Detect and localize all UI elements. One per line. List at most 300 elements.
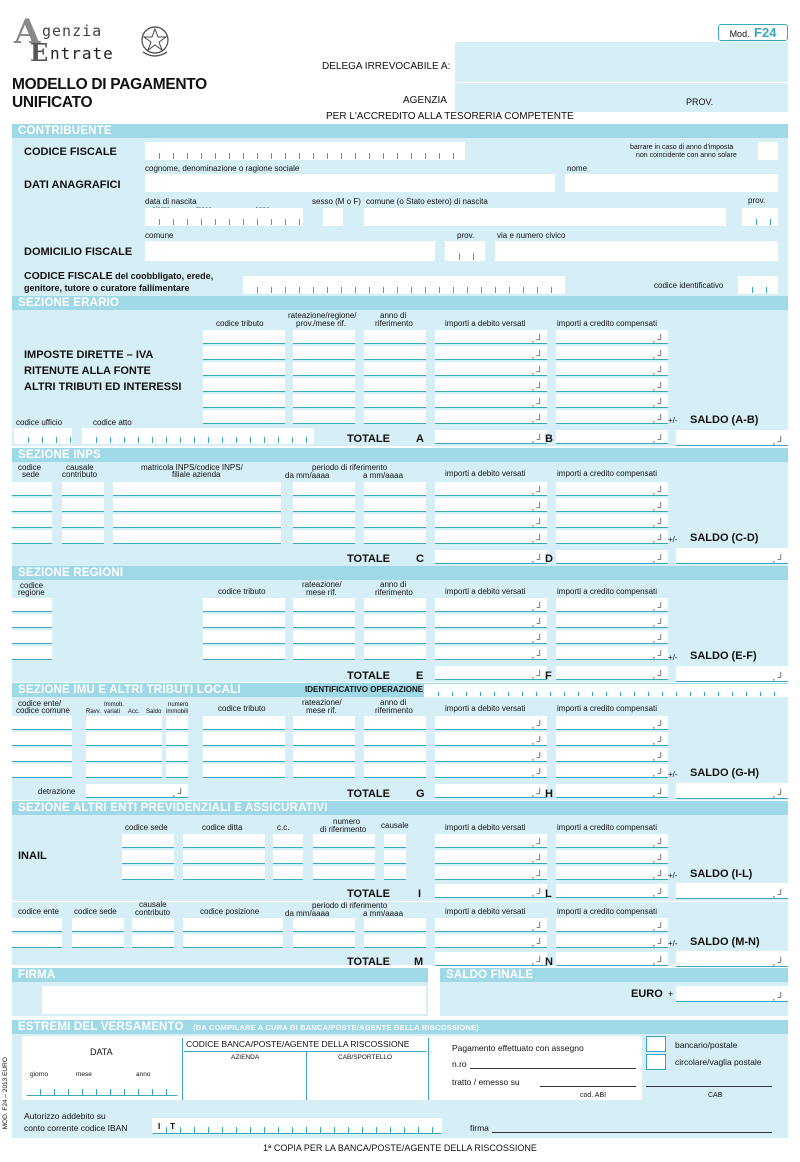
codice-identificativo-field[interactable]: [738, 276, 778, 294]
imu-ente-2[interactable]: [12, 732, 72, 746]
regioni-anno-4[interactable]: [364, 646, 426, 660]
inail-cc-2[interactable]: [273, 850, 303, 864]
altri-sede-header: codice sede: [125, 823, 168, 832]
altri-da-header: da mm/aaaa: [285, 909, 330, 918]
inail-numero-1[interactable]: [313, 834, 375, 848]
cab-sportello-field[interactable]: [308, 1066, 426, 1098]
erario-debito-3[interactable]: [435, 362, 547, 376]
inail-totale-i-field[interactable]: [435, 884, 547, 898]
azienda-label: AZIENDA: [231, 1054, 260, 1061]
erario-codice-tributo-5[interactable]: [203, 394, 285, 408]
inps-credito-header: importi a credito compensati: [557, 469, 658, 478]
comune-field[interactable]: [145, 241, 435, 261]
imu-totale-h-letter: H: [545, 788, 553, 800]
altri-posizione-2[interactable]: [183, 934, 283, 948]
inail-numero-3[interactable]: [313, 866, 375, 880]
erario-rateazione-5[interactable]: [293, 394, 355, 408]
inps-totale-d-letter: D: [545, 553, 553, 565]
altri-totale-n-letter: N: [545, 956, 553, 968]
erario-rateazione-1[interactable]: [293, 330, 355, 344]
altri-enti-band: SEZIONE ALTRI ENTI PREVIDENZIALI E ASSICURATIVI: [12, 801, 788, 815]
altri-totale-n-field[interactable]: [556, 952, 668, 966]
erario-anno-header: anno di: [380, 311, 407, 320]
imu-tributo-3[interactable]: [203, 748, 285, 762]
inail-debito-3[interactable]: [435, 866, 547, 880]
coobbligato-field[interactable]: [243, 276, 565, 294]
copia-label: 1ª COPIA PER LA BANCA/POSTE/AGENTE DELLA RISCOSSIONE: [263, 1143, 537, 1153]
imu-anno-2[interactable]: [364, 732, 426, 746]
altri-saldo-field[interactable]: [676, 951, 788, 967]
altri-ditta-header: codice ditta: [202, 823, 243, 832]
imu-rateazione-2[interactable]: [293, 732, 355, 746]
inail-totale-l-field[interactable]: [556, 884, 668, 898]
inps-causale-header-2: contributo: [62, 470, 98, 479]
erario-rateazione-3[interactable]: [293, 362, 355, 376]
regioni-tributo-1[interactable]: [203, 598, 285, 612]
imu-acc-header: Acc.: [128, 709, 140, 715]
imu-tributo-4[interactable]: [203, 764, 285, 778]
inps-a-4[interactable]: [364, 530, 426, 544]
regioni-credito-2[interactable]: [556, 614, 668, 628]
sesso-field[interactable]: [323, 208, 343, 226]
inps-saldo-field[interactable]: [676, 548, 788, 564]
regioni-codice-header: codice: [20, 581, 44, 590]
altri-totale-m-field[interactable]: [435, 952, 547, 966]
altri-causale-2[interactable]: [132, 934, 174, 948]
erario-codice-tributo-6[interactable]: [203, 410, 285, 424]
inps-debito-1[interactable]: [435, 482, 547, 496]
altri-sede-1[interactable]: [72, 918, 124, 932]
imu-flags-1[interactable]: [86, 716, 162, 730]
inps-a-header: a mm/aaaa: [363, 471, 404, 480]
inps-da-2[interactable]: [293, 498, 355, 512]
erario-credito-2[interactable]: [556, 346, 668, 360]
imu-numero-2[interactable]: [166, 732, 188, 746]
coobbligato-line2: genitore, tutore o curatore fallimentare: [24, 283, 190, 293]
delega-divider: [455, 82, 788, 83]
inps-band: SEZIONE INPS: [12, 448, 788, 462]
regioni-totale-f-field[interactable]: [556, 666, 668, 680]
inps-debito-4[interactable]: [435, 530, 547, 544]
regioni-tributo-header: codice tributo: [218, 587, 266, 596]
imu-band: SEZIONE IMU E ALTRI TRIBUTI LOCALI: [12, 683, 788, 697]
erario-rateazione-2[interactable]: [293, 346, 355, 360]
inail-credito-2[interactable]: [556, 850, 668, 864]
regioni-codice-2[interactable]: [12, 614, 52, 628]
imu-anno-4[interactable]: [364, 764, 426, 778]
regioni-totale-e-field[interactable]: [435, 666, 547, 680]
altri-numero-header: numero: [333, 817, 361, 826]
tratto-field[interactable]: [540, 1086, 636, 1087]
altri-a-2[interactable]: [364, 934, 426, 948]
regioni-debito-3[interactable]: [435, 630, 547, 644]
codice-atto-field[interactable]: [82, 428, 314, 444]
codice-atto-label: codice atto: [93, 418, 132, 427]
inps-a-1[interactable]: [364, 482, 426, 496]
data-versamento-field[interactable]: [26, 1080, 178, 1096]
inps-debito-3[interactable]: [435, 514, 547, 528]
prov-domicilio-field[interactable]: [445, 241, 485, 261]
cab-sportello-label: CAB/SPORTELLO: [338, 1054, 393, 1061]
codice-ufficio-field[interactable]: [14, 428, 72, 444]
imu-credito-2[interactable]: [556, 732, 668, 746]
inps-matricola-3[interactable]: [113, 514, 281, 528]
inps-a-3[interactable]: [364, 514, 426, 528]
inps-credito-3[interactable]: [556, 514, 668, 528]
logo-text-ntrate: ntrate: [50, 44, 114, 63]
altri-causale-b-header-2: contributo: [135, 908, 171, 917]
inail-numero-2[interactable]: [313, 850, 375, 864]
inail-causale-2[interactable]: [384, 850, 406, 864]
erario-anno-6[interactable]: [364, 410, 426, 424]
erario-anno-4[interactable]: [364, 378, 426, 392]
firma-small-field[interactable]: [492, 1132, 772, 1133]
regioni-anno-3[interactable]: [364, 630, 426, 644]
altri-credito-b-header: importi a credito compensati: [557, 907, 658, 916]
inps-matricola-4[interactable]: [113, 530, 281, 544]
imu-ente-header: codice ente/: [18, 699, 62, 708]
imu-ente-header-2: codice comune: [16, 706, 70, 715]
regioni-credito-1[interactable]: [556, 598, 668, 612]
inps-debito-2[interactable]: [435, 498, 547, 512]
regioni-anno-header-2: riferimento: [375, 588, 413, 597]
side-code-label: MOD. F24 – 2013 EURO: [1, 1057, 9, 1130]
altri-sede-2[interactable]: [72, 934, 124, 948]
inail-ditta-1[interactable]: [183, 834, 265, 848]
inail-saldo-label: SALDO (I-L): [690, 868, 753, 880]
imu-numero-header-2: immobili: [166, 709, 189, 715]
inail-credito-3[interactable]: [556, 866, 668, 880]
imu-debito-3[interactable]: [435, 748, 547, 762]
via-field[interactable]: [495, 241, 778, 261]
firma-small-label: firma: [470, 1123, 489, 1133]
regioni-saldo-field[interactable]: [676, 666, 788, 682]
estremi-divider-1: [182, 1038, 183, 1100]
regioni-anno-1[interactable]: [364, 598, 426, 612]
regioni-rateazione-1[interactable]: [293, 598, 355, 612]
inps-codice-sede-header: codice: [18, 463, 42, 472]
codice-banca-label: CODICE BANCA/POSTE/AGENTE DELLA RISCOSSIONE: [186, 1039, 410, 1049]
inps-a-2[interactable]: [364, 498, 426, 512]
imu-ente-4[interactable]: [12, 764, 72, 778]
regioni-rateazione-2[interactable]: [293, 614, 355, 628]
inps-da-header: da mm/aaaa: [285, 471, 330, 480]
prov-nascita-field[interactable]: [742, 208, 778, 226]
altri-plusminus: +/-: [668, 939, 678, 948]
inps-matricola-1[interactable]: [113, 482, 281, 496]
cognome-label: cognome, denominazione o ragione sociale: [145, 164, 300, 173]
inps-causale-4[interactable]: [62, 530, 104, 544]
imu-numero-3[interactable]: [166, 748, 188, 762]
erario-codice-tributo-4[interactable]: [203, 378, 285, 392]
delega-label: DELEGA IRREVOCABILE A:: [322, 61, 451, 72]
nome-label: nome: [567, 164, 588, 173]
altri-posizione-1[interactable]: [183, 918, 283, 932]
regioni-codice-1[interactable]: [12, 598, 52, 612]
inps-credito-4[interactable]: [556, 530, 668, 544]
inps-causale-3[interactable]: [62, 514, 104, 528]
imu-immob-header-2: variati: [104, 709, 121, 715]
erario-rateazione-header: rateazione/regione/: [288, 311, 357, 320]
regioni-tributo-2[interactable]: [203, 614, 285, 628]
nome-field[interactable]: [565, 174, 778, 192]
regioni-tributo-3[interactable]: [203, 630, 285, 644]
inps-credito-2[interactable]: [556, 498, 668, 512]
inail-causale-1[interactable]: [384, 834, 406, 848]
erario-anno-header-2: riferimento: [375, 319, 413, 328]
erario-codice-tributo-1[interactable]: [203, 330, 285, 344]
inps-plusminus: +/-: [668, 535, 678, 544]
erario-debito-2[interactable]: [435, 346, 547, 360]
inail-credito-1[interactable]: [556, 834, 668, 848]
tratto-label: tratto / emesso su: [452, 1077, 520, 1087]
inail-cc-1[interactable]: [273, 834, 303, 848]
erario-debito-4[interactable]: [435, 378, 547, 392]
inps-sede-2[interactable]: [12, 498, 52, 512]
comune-nascita-field[interactable]: [364, 208, 726, 226]
estremi-divider-3: [428, 1038, 429, 1100]
regioni-debito-1[interactable]: [435, 598, 547, 612]
identificativo-operazione-field[interactable]: [424, 684, 788, 697]
regioni-anno-2[interactable]: [364, 614, 426, 628]
imu-tributo-2[interactable]: [203, 732, 285, 746]
agenzia-label: AGENZIA: [403, 95, 447, 106]
inail-sede-2[interactable]: [122, 850, 174, 864]
imu-credito-4[interactable]: [556, 764, 668, 778]
imu-rateazione-4[interactable]: [293, 764, 355, 778]
inail-ditta-3[interactable]: [183, 866, 265, 880]
erario-rateazione-4[interactable]: [293, 378, 355, 392]
inail-label: INAIL: [18, 850, 47, 862]
anno-imposta-checkbox[interactable]: [758, 142, 778, 160]
altri-saldo-label: SALDO (M-N): [690, 936, 760, 948]
firma-field[interactable]: [42, 986, 426, 1014]
erario-debito-header: importi a debito versati: [445, 319, 526, 328]
erario-band: SEZIONE ERARIO: [12, 296, 788, 310]
azienda-field[interactable]: [186, 1066, 304, 1098]
erario-anno-3[interactable]: [364, 362, 426, 376]
regioni-credito-3[interactable]: [556, 630, 668, 644]
altri-sede-b-header: codice sede: [74, 907, 117, 916]
imu-credito-1[interactable]: [556, 716, 668, 730]
imu-ente-3[interactable]: [12, 748, 72, 762]
autorizzo-label-2: conto corrente codice IBAN: [24, 1123, 128, 1133]
erario-debito-1[interactable]: [435, 330, 547, 344]
iban-field[interactable]: [152, 1118, 442, 1134]
altri-totale-label: TOTALE: [347, 956, 390, 968]
regioni-debito-2[interactable]: [435, 614, 547, 628]
regioni-codice-3[interactable]: [12, 630, 52, 644]
erario-totale-label: TOTALE: [347, 433, 390, 445]
imu-anno-header-2: riferimento: [375, 706, 413, 715]
erario-totale-a-field[interactable]: [435, 430, 547, 444]
domicilio-fiscale-label: DOMICILIO FISCALE: [24, 246, 133, 258]
altri-ente-1[interactable]: [12, 918, 62, 932]
altri-ente-2[interactable]: [12, 934, 62, 948]
erario-credito-4[interactable]: [556, 378, 668, 392]
republic-emblem-icon: [138, 22, 172, 60]
imu-rateazione-3[interactable]: [293, 748, 355, 762]
imu-rateazione-1[interactable]: [293, 716, 355, 730]
inail-sede-3[interactable]: [122, 866, 174, 880]
imu-anno-3[interactable]: [364, 748, 426, 762]
dati-anagrafici-label: DATI ANAGRAFICI: [24, 179, 121, 191]
inps-da-1[interactable]: [293, 482, 355, 496]
regioni-rateazione-3[interactable]: [293, 630, 355, 644]
imu-totale-g-field[interactable]: [435, 784, 547, 798]
imu-ente-1[interactable]: [12, 716, 72, 730]
inail-cc-3[interactable]: [273, 866, 303, 880]
inps-totale-c-letter: C: [416, 553, 424, 565]
inps-matricola-2[interactable]: [113, 498, 281, 512]
inail-totale-label: TOTALE: [347, 888, 390, 900]
erario-title-3: ALTRI TRIBUTI ED INTERESSI: [24, 381, 182, 393]
imu-saldo-label: SALDO (G-H): [690, 767, 760, 779]
altri-credito-header: importi a credito compensati: [557, 823, 658, 832]
altri-credito-1[interactable]: [556, 918, 668, 932]
imu-flags-3[interactable]: [86, 748, 162, 762]
contribuente-band: CONTRIBUENTE: [12, 124, 788, 138]
data-label: DATA: [90, 1047, 113, 1057]
data-mese-label: mese: [76, 1071, 92, 1078]
circolare-checkbox[interactable]: [646, 1054, 666, 1070]
erario-anno-1[interactable]: [364, 330, 426, 344]
inail-ditta-2[interactable]: [183, 850, 265, 864]
imu-debito-2[interactable]: [435, 732, 547, 746]
inps-totale-d-field[interactable]: [556, 550, 668, 564]
inail-plusminus: +/-: [668, 871, 678, 880]
inps-sede-1[interactable]: [12, 482, 52, 496]
abi-cab-field[interactable]: [646, 1086, 772, 1087]
erario-anno-5[interactable]: [364, 394, 426, 408]
regioni-credito-4[interactable]: [556, 646, 668, 660]
codice-ufficio-label: codice ufficio: [16, 418, 63, 427]
imu-numero-4[interactable]: [166, 764, 188, 778]
erario-rateazione-6[interactable]: [293, 410, 355, 424]
detrazione-field[interactable]: [86, 784, 188, 798]
erario-anno-2[interactable]: [364, 346, 426, 360]
estremi-band: [12, 1020, 788, 1034]
erario-plusminus: +/-: [668, 416, 678, 425]
altri-numero-header-2: di riferimento: [320, 825, 367, 834]
imu-rateazione-header: rateazione/: [302, 698, 342, 707]
inps-sede-3[interactable]: [12, 514, 52, 528]
erario-saldo-field[interactable]: [676, 430, 788, 446]
barrare-label-2: non coincidente con anno solare: [636, 152, 737, 159]
cognome-field[interactable]: [145, 174, 555, 192]
altri-posizione-header: codice posizione: [200, 907, 260, 916]
imu-saldo-field[interactable]: [676, 783, 788, 799]
erario-totale-b-field[interactable]: [556, 430, 668, 444]
estremi-note: (DA COMPILARE A CURA DI BANCA/POSTE/AGENTE DELLA RISCOSSIONE): [193, 1023, 479, 1032]
erario-rateazione-header-2: prov./mese rif.: [296, 319, 347, 328]
erario-credito-1[interactable]: [556, 330, 668, 344]
erario-title-1: IMPOSTE DIRETTE – IVA: [24, 349, 154, 361]
erario-credito-5[interactable]: [556, 394, 668, 408]
altri-debito-2[interactable]: [435, 934, 547, 948]
altri-a-1[interactable]: [364, 918, 426, 932]
erario-credito-3[interactable]: [556, 362, 668, 376]
erario-debito-6[interactable]: [435, 410, 547, 424]
regioni-plusminus: +/-: [668, 653, 678, 662]
imu-tributo-1[interactable]: [203, 716, 285, 730]
inps-totale-c-field[interactable]: [435, 550, 547, 564]
altri-credito-2[interactable]: [556, 934, 668, 948]
mod-label: Mod.: [729, 29, 750, 39]
inail-sede-1[interactable]: [122, 834, 174, 848]
inps-credito-1[interactable]: [556, 482, 668, 496]
imu-debito-1[interactable]: [435, 716, 547, 730]
regioni-codice-4[interactable]: [12, 646, 52, 660]
coobbligato-bold: CODICE FISCALE: [24, 270, 113, 282]
imu-flags-4[interactable]: [86, 764, 162, 778]
altri-debito-b-header: importi a debito versati: [445, 907, 526, 916]
euro-plus: +: [668, 989, 674, 999]
imu-debito-4[interactable]: [435, 764, 547, 778]
regioni-codice-header-2: regione: [18, 588, 45, 597]
imu-flags-2[interactable]: [86, 732, 162, 746]
imu-credito-header: importi a credito compensati: [557, 704, 658, 713]
altri-enti-divider: [12, 901, 788, 902]
regioni-tributo-4[interactable]: [203, 646, 285, 660]
inail-causale-3[interactable]: [384, 866, 406, 880]
circolare-label: circolare/vaglia postale: [675, 1057, 762, 1067]
inail-saldo-field[interactable]: [676, 883, 788, 899]
bancario-checkbox[interactable]: [646, 1036, 666, 1052]
inps-da-4[interactable]: [293, 530, 355, 544]
regioni-debito-4[interactable]: [435, 646, 547, 660]
altri-causale-1[interactable]: [132, 918, 174, 932]
imu-totale-h-field[interactable]: [556, 784, 668, 798]
data-nascita-field[interactable]: [145, 208, 303, 226]
data-nascita-label: data di nascita: [145, 197, 197, 206]
saldo-finale-field[interactable]: [676, 986, 788, 1002]
regioni-saldo-label: SALDO (E-F): [690, 650, 757, 662]
nro-field[interactable]: [470, 1068, 636, 1069]
imu-credito-3[interactable]: [556, 748, 668, 762]
comune-nascita-label: comune (o Stato estero) di nascita: [366, 197, 488, 206]
inps-causale-1[interactable]: [62, 482, 104, 496]
erario-credito-6[interactable]: [556, 410, 668, 424]
imu-anno-1[interactable]: [364, 716, 426, 730]
erario-debito-5[interactable]: [435, 394, 547, 408]
imu-numero-1[interactable]: [166, 716, 188, 730]
inps-causale-2[interactable]: [62, 498, 104, 512]
inps-totale-label: TOTALE: [347, 553, 390, 565]
erario-saldo-label: SALDO (A-B): [690, 414, 759, 426]
inail-debito-1[interactable]: [435, 834, 547, 848]
form-title: [12, 76, 207, 112]
erario-codice-tributo-2[interactable]: [203, 346, 285, 360]
imu-tributo-header: codice tributo: [218, 704, 266, 713]
regioni-rateazione-4[interactable]: [293, 646, 355, 660]
imu-rateazione-header-2: mese rif.: [306, 706, 337, 715]
inps-da-3[interactable]: [293, 514, 355, 528]
altri-a-header: a mm/aaaa: [363, 909, 404, 918]
codice-fiscale-field[interactable]: [145, 142, 465, 160]
imu-numero-header: numero: [168, 702, 189, 708]
inps-saldo-label: SALDO (C-D): [690, 532, 759, 544]
inps-sede-4[interactable]: [12, 530, 52, 544]
delega-field[interactable]: [455, 44, 788, 77]
altri-da-1[interactable]: [293, 918, 355, 932]
altri-debito-1[interactable]: [435, 918, 547, 932]
inail-debito-2[interactable]: [435, 850, 547, 864]
inps-matricola-header: matricola INPS/codice INPS/: [141, 463, 243, 472]
erario-codice-tributo-3[interactable]: [203, 362, 285, 376]
inps-periodo-header: periodo di riferimento: [312, 463, 388, 472]
altri-da-2[interactable]: [293, 934, 355, 948]
